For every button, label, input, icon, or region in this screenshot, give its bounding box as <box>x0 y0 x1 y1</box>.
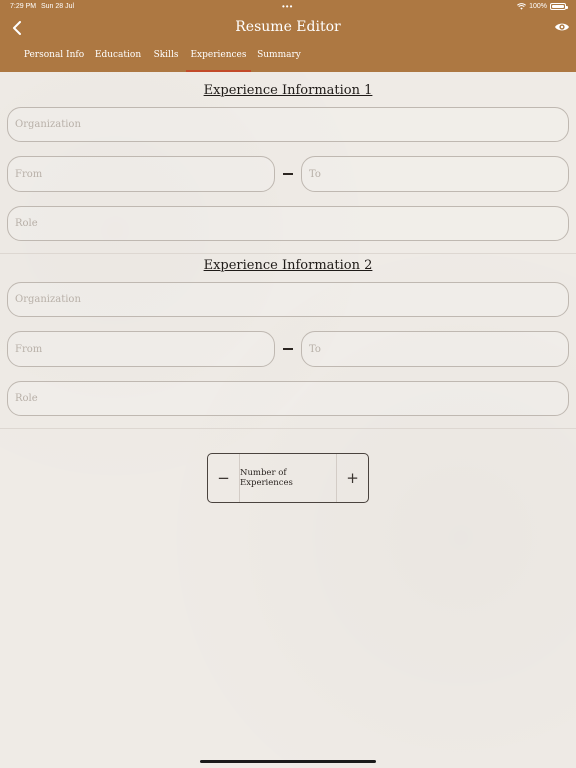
experience-1-title: Experience Information 1 <box>203 83 373 98</box>
wifi-icon <box>517 3 526 10</box>
stepper-label: Number of Experiences <box>239 454 337 502</box>
section-divider <box>0 253 576 254</box>
page-title: Resume Editor <box>235 19 341 35</box>
status-time: 7:29 PM <box>10 3 37 10</box>
tab-experiences[interactable]: Experiences <box>186 44 251 72</box>
experience-1-from-input[interactable]: From <box>7 156 275 192</box>
experience-1-organization-input[interactable]: Organization <box>7 107 569 142</box>
experience-2-role-input[interactable]: Role <box>7 381 569 416</box>
tab-skills[interactable]: Skills <box>153 50 179 60</box>
experience-1-role-input[interactable]: Role <box>7 206 569 241</box>
battery-icon <box>550 3 566 10</box>
multitasking-dots-icon[interactable]: ••• <box>282 2 294 11</box>
nav-bar <box>0 14 576 42</box>
tab-education[interactable]: Education <box>94 50 142 60</box>
experience-count-stepper <box>207 453 369 503</box>
tab-personal-info[interactable]: Personal Info <box>23 50 85 60</box>
app-header <box>0 0 576 72</box>
experience-2-to-input[interactable]: To <box>301 331 569 367</box>
battery-percent: 100% <box>529 3 547 10</box>
section-divider <box>0 428 576 429</box>
experience-2-from-input[interactable]: From <box>7 331 275 367</box>
status-date: Sun 28 Jul <box>41 3 75 10</box>
date-range-dash <box>283 348 293 350</box>
home-indicator[interactable] <box>200 760 376 763</box>
eye-icon <box>554 19 570 35</box>
tab-summary[interactable]: Summary <box>257 50 301 60</box>
decrement-button[interactable]: − <box>217 469 230 487</box>
increment-button[interactable]: + <box>346 469 359 487</box>
date-range-dash <box>283 173 293 175</box>
experience-2-title: Experience Information 2 <box>203 258 373 273</box>
status-bar <box>0 0 576 14</box>
experience-2-organization-input[interactable]: Organization <box>7 282 569 317</box>
status-right <box>517 3 566 10</box>
preview-button[interactable] <box>554 19 570 35</box>
tab-bar <box>0 44 576 72</box>
experience-1-to-input[interactable]: To <box>301 156 569 192</box>
